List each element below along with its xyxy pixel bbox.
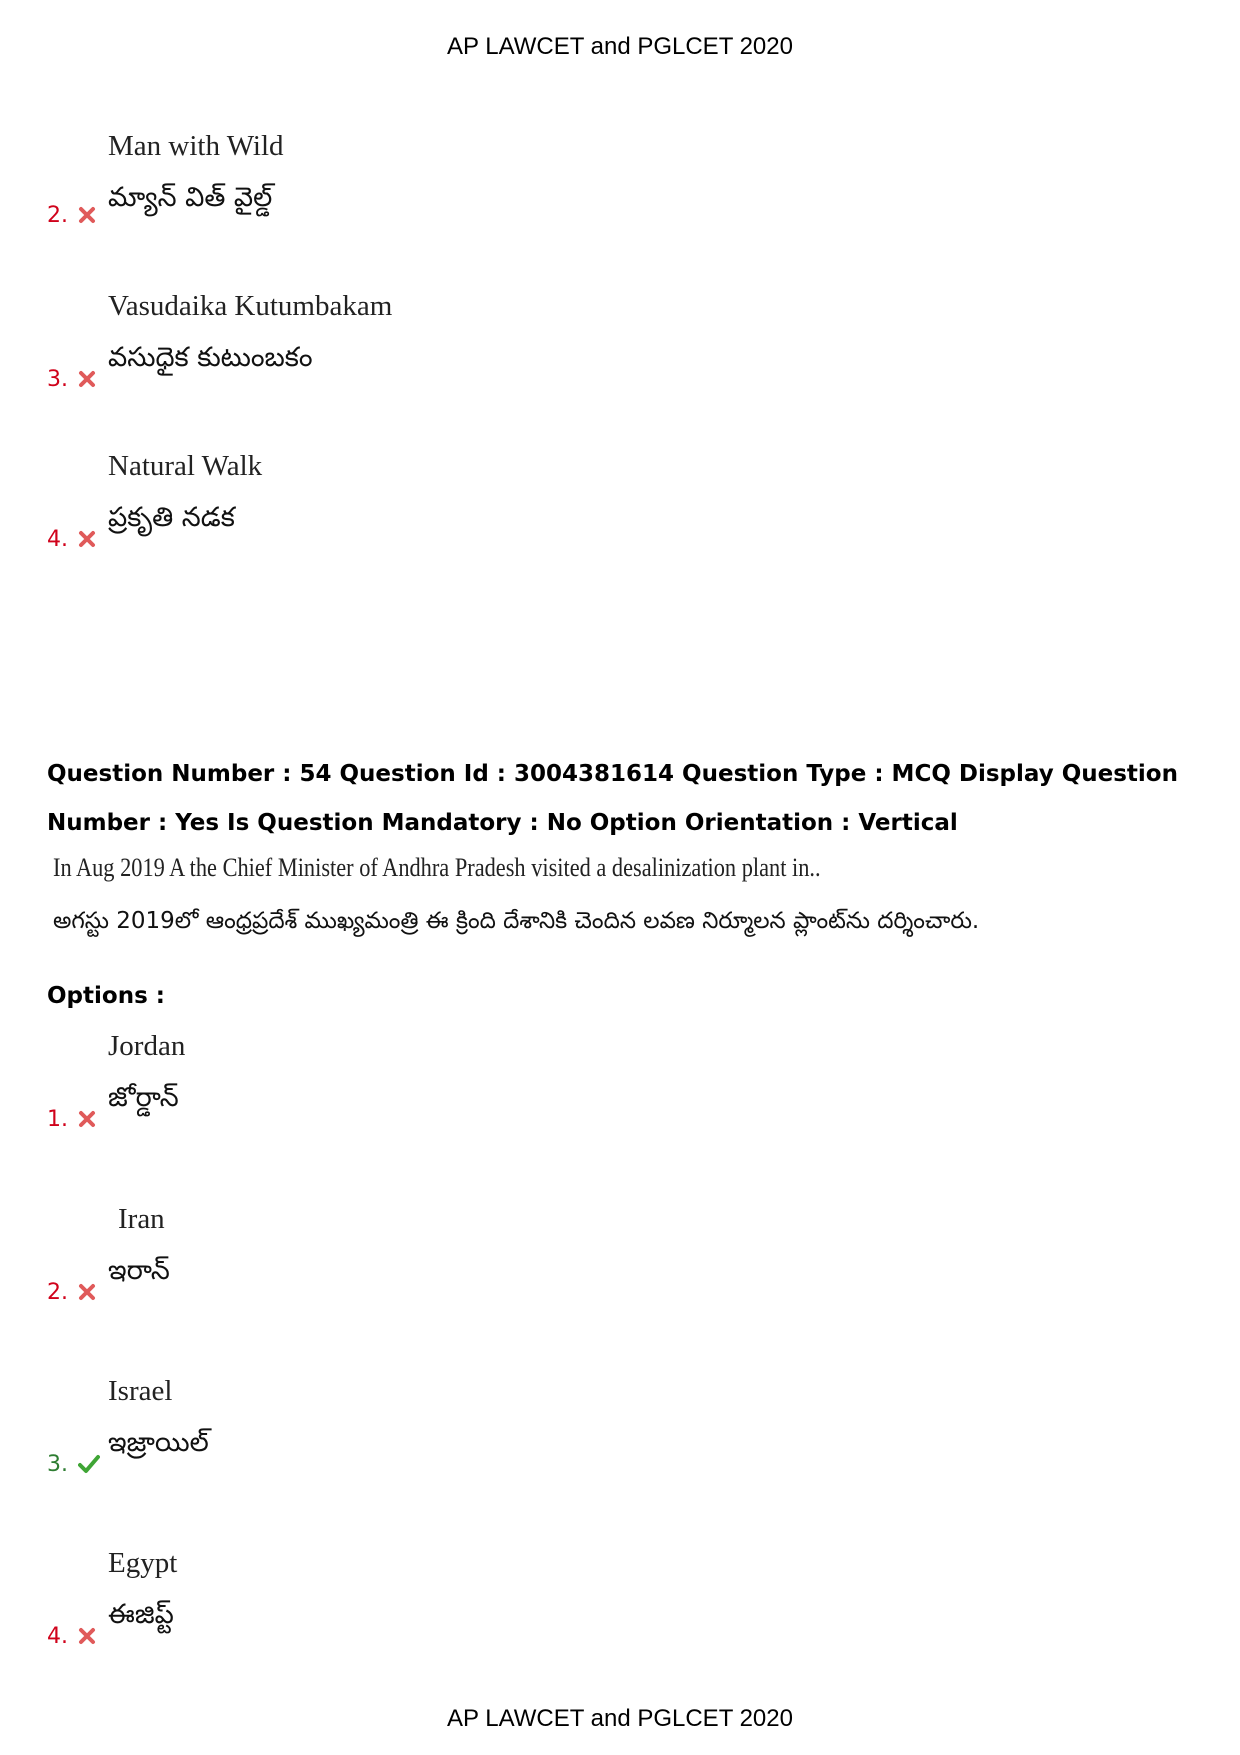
- option-number: 1.: [47, 1107, 68, 1132]
- options-label: Options :: [47, 983, 165, 1009]
- page-header: AP LAWCET and PGLCET 2020: [447, 33, 793, 60]
- option-english-text: Egypt: [108, 1547, 178, 1579]
- option-english-text: Vasudaika Kutumbakam: [108, 290, 393, 322]
- cross-icon: [78, 1283, 96, 1301]
- check-icon: [78, 1454, 100, 1474]
- option-telugu-text: మ్యాన్ విత్ వైల్డ్: [108, 182, 273, 213]
- option-telugu-text: వసుధైక కుటుంబకం: [108, 342, 313, 373]
- option-english-text: Natural Walk: [108, 450, 263, 482]
- cross-icon: [78, 1110, 96, 1128]
- option-telugu-text: జోర్డాన్: [108, 1082, 179, 1113]
- option-telugu-text: ప్రకృతి నడక: [108, 502, 235, 533]
- option-english-text: Man with Wild: [108, 130, 284, 162]
- option-number: 4.: [47, 527, 68, 552]
- option-number: 2.: [47, 203, 68, 228]
- cross-icon: [78, 1627, 96, 1645]
- cross-icon: [78, 370, 96, 388]
- option-telugu-text: ఈజిప్ట్: [108, 1599, 174, 1630]
- question-text-english: In Aug 2019 A the Chief Minister of Andhra Pradesh visited a desalinization plant in..: [53, 853, 821, 882]
- option-telugu-text: ఇజ్రాయిల్: [108, 1427, 209, 1458]
- cross-icon: [78, 206, 96, 224]
- option-english-text: Jordan: [108, 1030, 186, 1062]
- option-number: 3.: [47, 367, 68, 392]
- option-telugu-text: ఇరాన్: [108, 1255, 170, 1286]
- question-text-telugu: అగస్టు 2019లో ఆంధ్రప్రదేశ్ ముఖ్యమంత్రి ఈ క్రింది దేశానికి చెందిన లవణ నిర్మూలన ప్లాంట్‌ను దర్శించారు.: [53, 908, 980, 934]
- option-number: 2.: [47, 1280, 68, 1305]
- option-english-text: Iran: [118, 1203, 165, 1235]
- option-number: 3.: [47, 1452, 68, 1477]
- option-english-text: Israel: [108, 1375, 173, 1407]
- option-number: 4.: [47, 1624, 68, 1649]
- page-footer: AP LAWCET and PGLCET 2020: [447, 1705, 793, 1732]
- question-meta-line-2: Number : Yes Is Question Mandatory : No Option Orientation : Vertical: [47, 810, 958, 836]
- cross-icon: [78, 530, 96, 548]
- question-meta-line-1: Question Number : 54 Question Id : 3004381614 Question Type : MCQ Display Question: [47, 761, 1178, 787]
